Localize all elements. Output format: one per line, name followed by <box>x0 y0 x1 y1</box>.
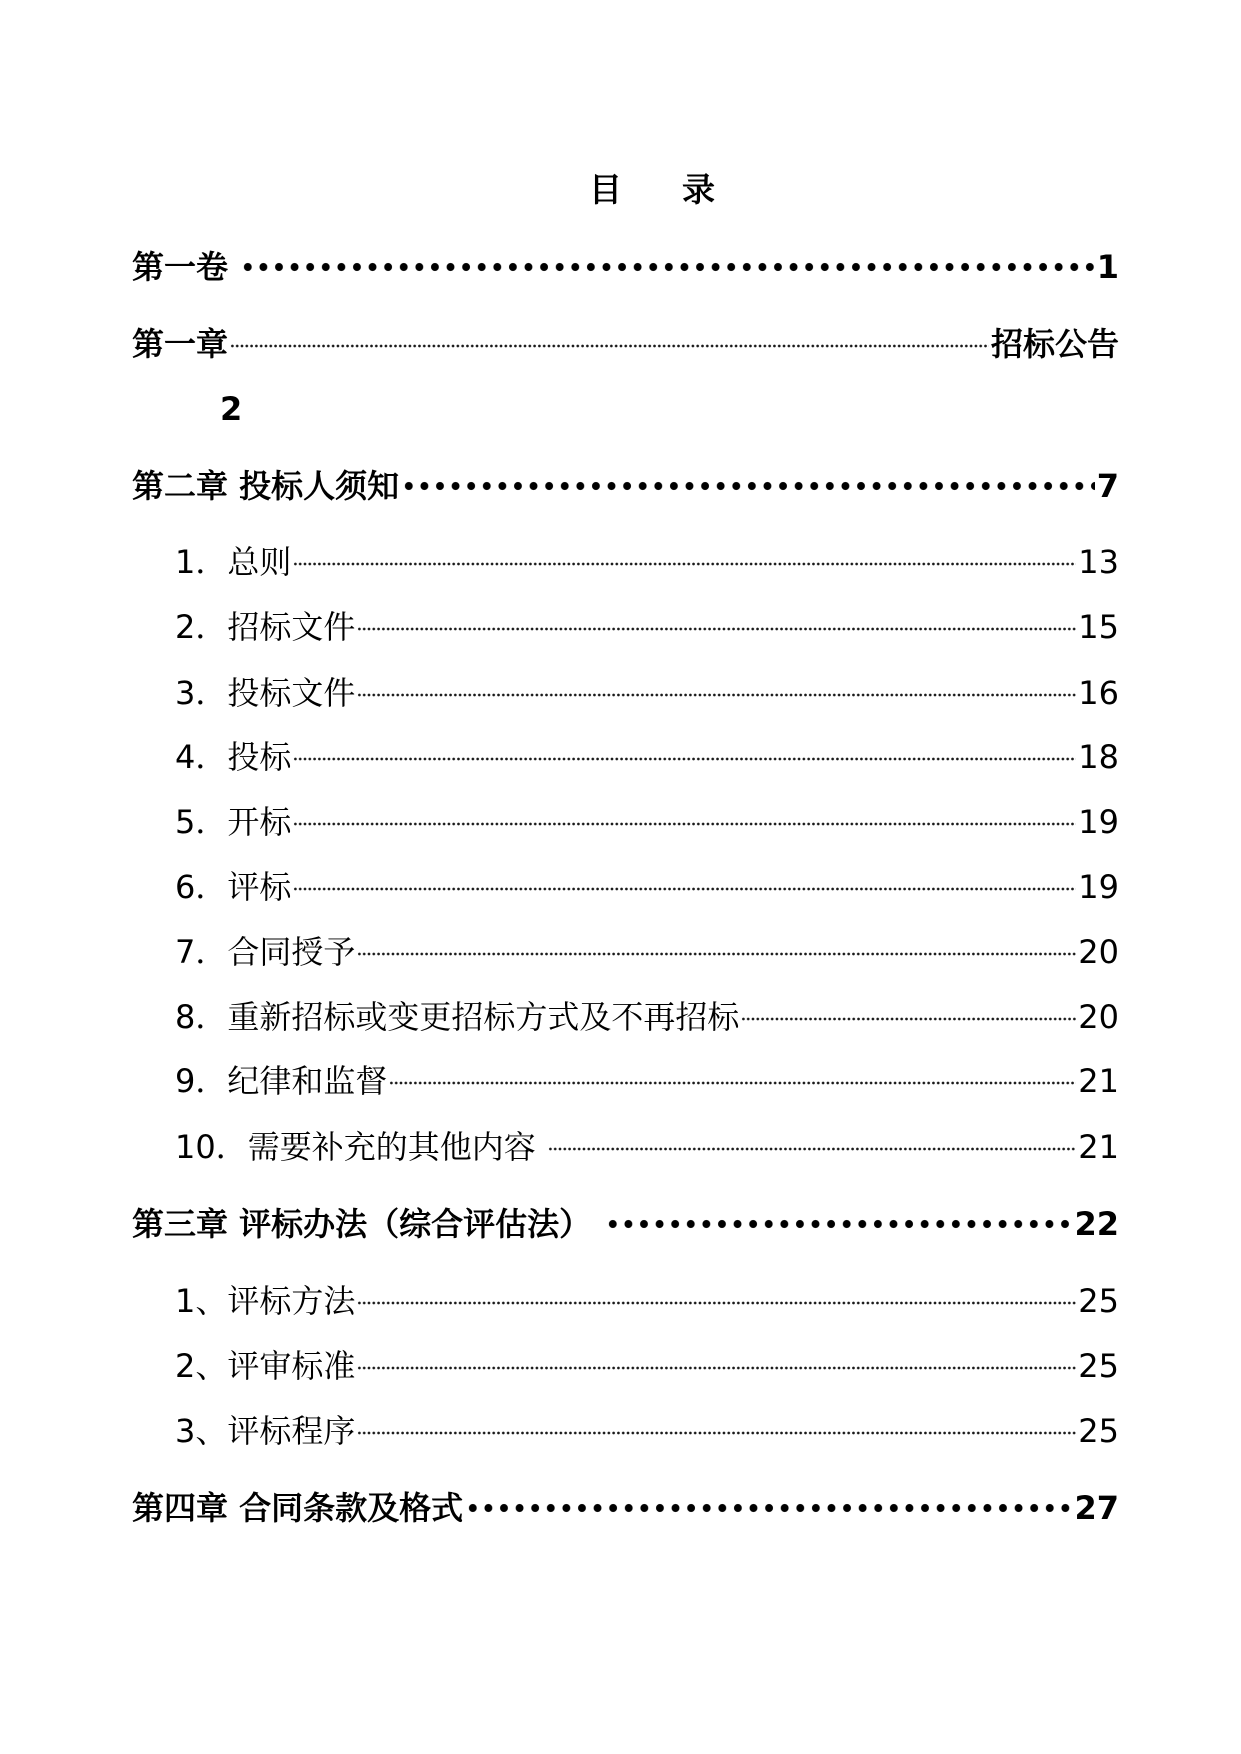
toc-entry-page-number: 13 <box>1078 543 1119 581</box>
toc-entry-page-number: 7 <box>1096 467 1119 505</box>
toc-entry-section <box>175 800 1119 844</box>
toc-entry-label: 1、评标方法 <box>175 1282 356 1320</box>
toc-entry-page-number: 25 <box>1078 1412 1119 1450</box>
dot-leader <box>357 930 1076 974</box>
toc-entry-label: 9．纪律和监督 <box>175 1062 388 1100</box>
dot-leader <box>605 1202 1072 1246</box>
toc-entry-page-number: 25 <box>1078 1282 1119 1320</box>
toc-entry-volume-1 <box>132 245 1119 289</box>
toc-entry-section <box>175 1344 1119 1388</box>
toc-entry-section <box>175 1279 1119 1323</box>
toc-entry-page-number: 15 <box>1078 608 1119 646</box>
toc-entry-section <box>175 1059 1119 1103</box>
dot-leader <box>240 245 1095 289</box>
toc-entry-label: 第四章 合同条款及格式 <box>132 1489 464 1527</box>
dot-leader <box>357 671 1076 715</box>
toc-entry-label: 3、评标程序 <box>175 1412 356 1450</box>
dot-leader <box>357 1409 1076 1453</box>
toc-entry-label: 2、评审标准 <box>175 1347 356 1385</box>
dot-leader <box>465 1486 1072 1530</box>
toc-entry-page-number: 22 <box>1074 1205 1119 1243</box>
toc-entry-section <box>175 671 1119 715</box>
page-title: 目录 <box>589 170 775 209</box>
dot-leader <box>357 605 1076 649</box>
toc-entry-section <box>175 605 1119 649</box>
dot-leader <box>357 1279 1076 1323</box>
toc-entry-page-number: 27 <box>1074 1489 1119 1527</box>
toc-entry-chapter-4 <box>132 1486 1119 1530</box>
dot-leader <box>293 540 1076 584</box>
toc-entry-chapter-title: 招标公告 <box>990 325 1119 363</box>
toc-entry-label: 10．需要补充的其他内容 <box>175 1128 536 1166</box>
toc-entry-page-number: 19 <box>1078 803 1119 841</box>
toc-entry-page-number: 25 <box>1078 1347 1119 1385</box>
toc-entry-page-number: 19 <box>1078 868 1119 906</box>
toc-entry-label: 第一卷 <box>132 248 229 286</box>
toc-entry-page-number: 18 <box>1078 738 1119 776</box>
toc-entry-label: 3．投标文件 <box>175 674 356 712</box>
dot-leader <box>548 1125 1077 1169</box>
dot-leader <box>293 865 1076 909</box>
toc-entry-label: 7．合同授予 <box>175 933 356 971</box>
toc-entry-section <box>175 930 1119 974</box>
toc-entry-label: 2．招标文件 <box>175 608 356 646</box>
toc-entry-label: 5．开标 <box>175 803 292 841</box>
toc-entry-page-number: 20 <box>1078 933 1119 971</box>
toc-entry-section <box>175 1409 1119 1453</box>
toc-entry-section <box>175 995 1119 1039</box>
toc-entry-label: 第三章 评标办法（综合评估法） <box>132 1205 592 1243</box>
toc-entry-page-number: 2 <box>220 390 243 428</box>
toc-entry-chapter-3 <box>132 1202 1119 1246</box>
toc-entry-page-number: 21 <box>1078 1128 1119 1166</box>
toc-entry-page-number: 1 <box>1096 248 1119 286</box>
toc-entry-chapter-1 <box>132 322 1119 366</box>
toc-entry-page-number: 16 <box>1078 674 1119 712</box>
toc-entry-section <box>175 865 1119 909</box>
toc-entry-page-number: 20 <box>1078 998 1119 1036</box>
dot-leader <box>401 464 1095 508</box>
dot-leader <box>389 1059 1076 1103</box>
dot-leader <box>293 800 1076 844</box>
toc-entry-label: 第一章 <box>132 325 229 363</box>
toc-entry-section <box>175 1125 1119 1169</box>
toc-entry-section <box>175 735 1119 779</box>
dot-leader <box>230 322 989 366</box>
toc-entry-label: 8．重新招标或变更招标方式及不再招标 <box>175 998 740 1036</box>
toc-entry-section <box>175 540 1119 584</box>
toc-entry-label: 第二章 投标人须知 <box>132 467 400 505</box>
dot-leader <box>293 735 1076 779</box>
dot-leader <box>357 1344 1076 1388</box>
dot-leader <box>741 995 1076 1039</box>
toc-entry-label: 1．总则 <box>175 543 292 581</box>
toc-entry-label: 6．评标 <box>175 868 292 906</box>
toc-entry-chapter-2 <box>132 464 1119 508</box>
toc-entry-label: 4．投标 <box>175 738 292 776</box>
toc-entry-page-number: 21 <box>1078 1062 1119 1100</box>
